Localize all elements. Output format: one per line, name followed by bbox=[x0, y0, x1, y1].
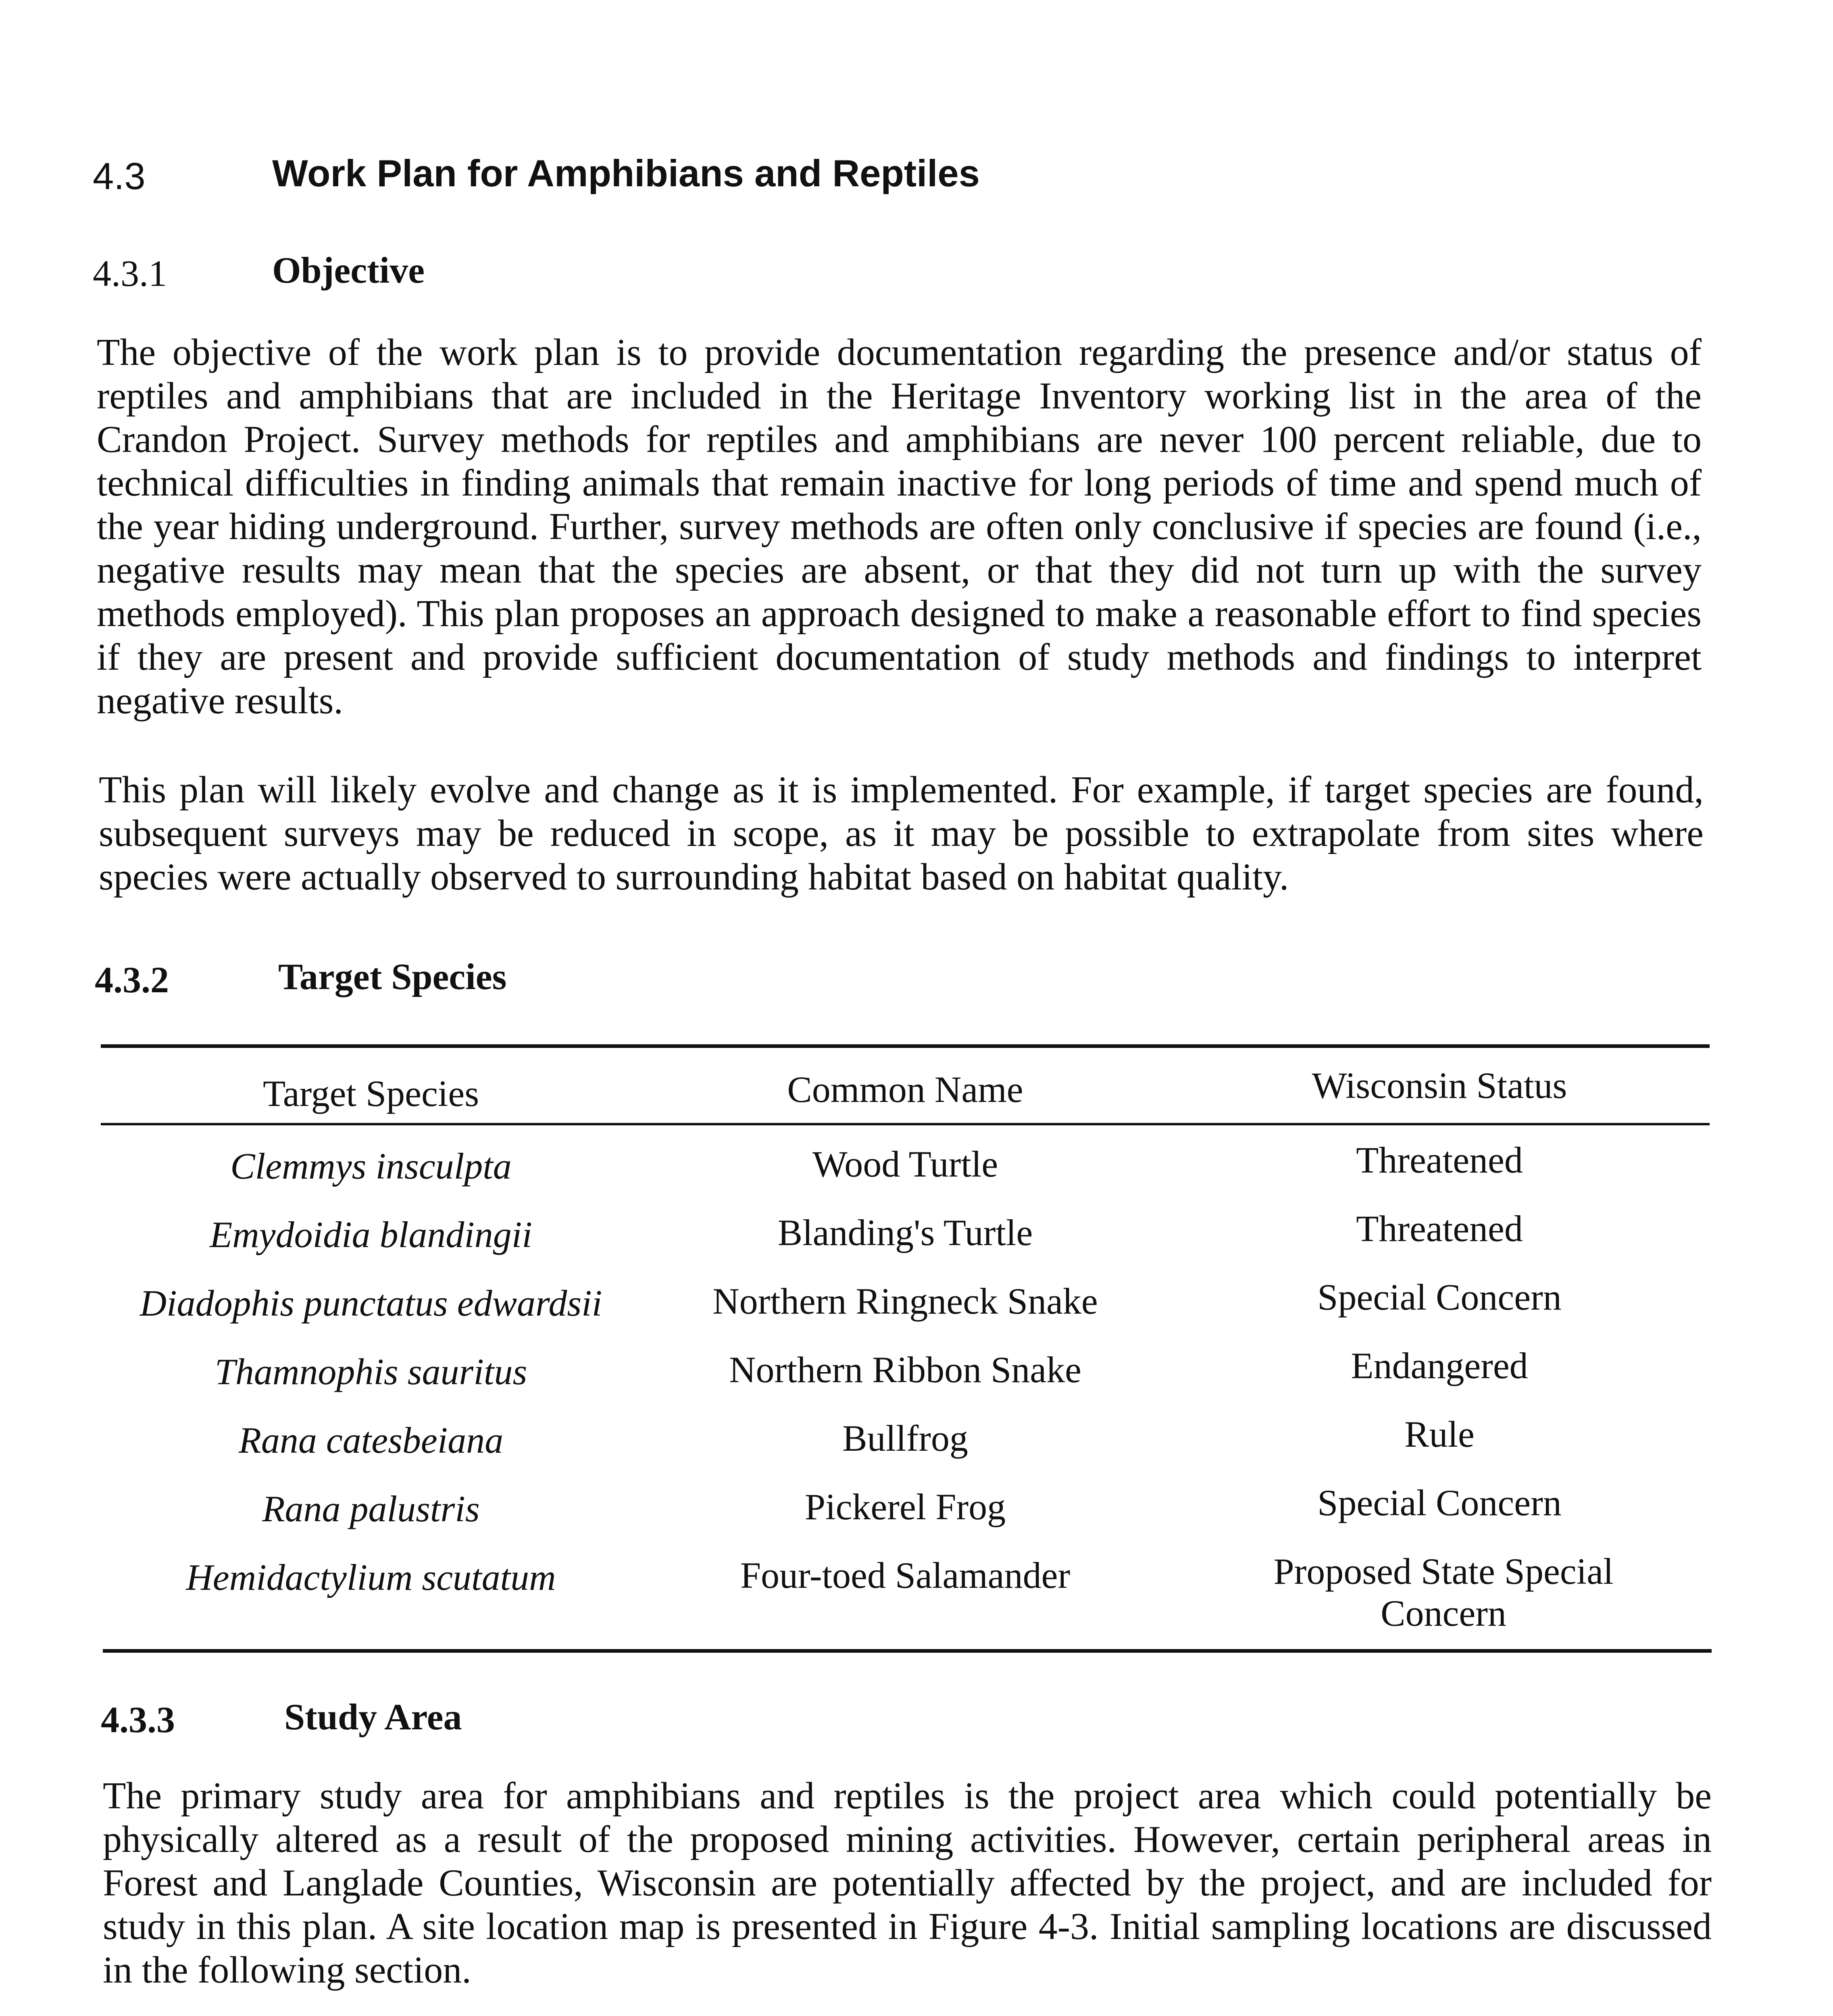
target-species-number: 4.3.2 bbox=[95, 959, 169, 1000]
table-bottom-rule bbox=[103, 1649, 1712, 1653]
study-area-number: 4.3.3 bbox=[101, 1699, 175, 1740]
objective-paragraph-1: The objective of the work plan is to provide documentation regarding the presence and/or status of reptiles and amphibians that are included in the Heritage Inventory working list in the area of the Crandon Project. Survey methods for reptiles and amphibians are never 100 percent reliable, due to technical difficulties in finding animals that remain inactive for long periods of time and spend much of the year hiding underground. Further, survey methods are often only conclusive if species are found (i.e., negative results may mean that the species are absent, or that they did not turn up with the survey methods employed). This plan proposes an approach designed to make a reasonable effort to find species if they are present and provide sufficient documentation of study methods and findings to interpret negative results. bbox=[97, 331, 1702, 722]
table-header-common-name: Common Name bbox=[787, 1069, 1023, 1110]
section-number: 4.3 bbox=[93, 155, 146, 197]
objective-paragraph-2: This plan will likely evolve and change as it is implemented. For example, if target species are found, subsequent surveys may be reduced in scope, as it may be possible to extrapolate from sites where species were actually observed to surrounding habitat based on habitat quality. bbox=[99, 769, 1704, 898]
table-header-wisconsin-status: Wisconsin Status bbox=[1312, 1065, 1567, 1106]
section-title: Work Plan for Amphibians and Reptiles bbox=[272, 152, 980, 194]
table-cell-species: Rana palustris bbox=[262, 1488, 480, 1529]
table-header-target-species: Target Species bbox=[262, 1073, 479, 1114]
study-area-title: Study Area bbox=[284, 1696, 462, 1737]
study-area-paragraph: The primary study area for amphibians and reptiles is the project area which could potentially be physically altered as a result of the proposed mining activities. However, certain peripheral areas in Forest and Langlade Counties, Wisconsin are potentially affected by the project, and are included for study in this plan. A site location map is presented in Figure 4-3. Initial sampling locations are discussed in the following section. bbox=[103, 1775, 1712, 1991]
table-cell-status: Proposed State Special Concern bbox=[1273, 1551, 1614, 1634]
table-cell-species: Emydoidia blandingii bbox=[210, 1214, 532, 1255]
table-cell-status: Threatened bbox=[1356, 1139, 1523, 1181]
table-cell-common: Northern Ribbon Snake bbox=[729, 1349, 1081, 1390]
objective-title: Objective bbox=[272, 250, 425, 291]
table-cell-common: Bullfrog bbox=[842, 1418, 968, 1459]
table-cell-common: Northern Ringneck Snake bbox=[712, 1281, 1098, 1322]
table-top-rule bbox=[101, 1044, 1710, 1048]
table-cell-species: Diadophis punctatus edwardsii bbox=[140, 1283, 602, 1324]
objective-number: 4.3.1 bbox=[93, 253, 167, 294]
target-species-title: Target Species bbox=[278, 956, 507, 997]
table-cell-species: Rana catesbeiana bbox=[238, 1420, 504, 1461]
table-cell-common: Blanding's Turtle bbox=[777, 1212, 1033, 1253]
table-cell-status: Special Concern bbox=[1317, 1277, 1562, 1318]
table-cell-status: Rule bbox=[1404, 1414, 1475, 1455]
table-cell-species: Clemmys insculpta bbox=[230, 1145, 512, 1187]
table-cell-species: Hemidactylium scutatum bbox=[186, 1557, 556, 1598]
table-header-rule bbox=[101, 1123, 1710, 1125]
table-cell-status: Special Concern bbox=[1317, 1482, 1562, 1523]
table-cell-common: Four-toed Salamander bbox=[740, 1555, 1071, 1596]
table-cell-common: Wood Turtle bbox=[812, 1143, 998, 1185]
table-cell-status: Endangered bbox=[1351, 1345, 1528, 1386]
table-cell-status: Threatened bbox=[1356, 1208, 1523, 1249]
table-cell-common: Pickerel Frog bbox=[804, 1486, 1006, 1527]
table-cell-species: Thamnophis sauritus bbox=[215, 1351, 527, 1392]
